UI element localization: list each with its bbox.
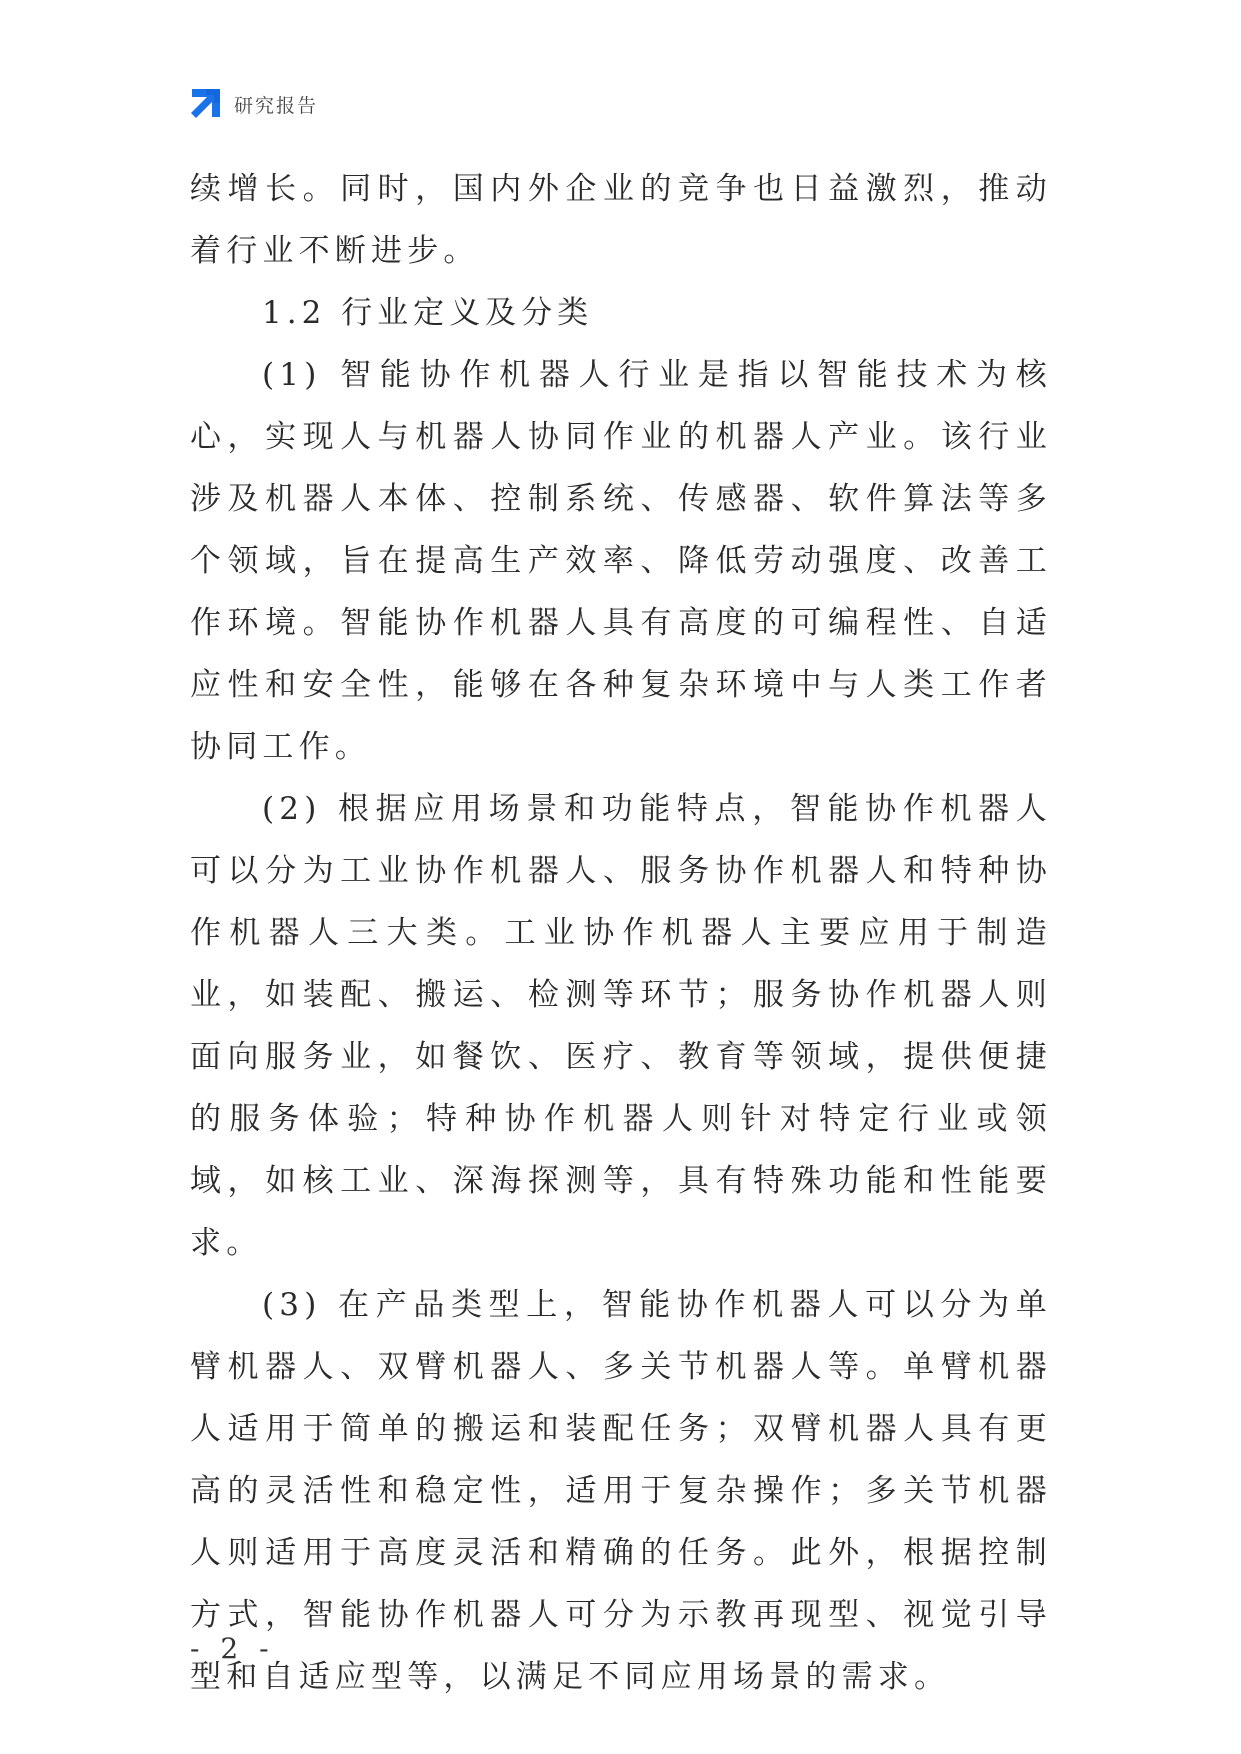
arrow-up-right-logo-icon	[188, 87, 222, 121]
paragraph-1: (1) 智能协作机器人行业是指以智能技术为核心，实现人与机器人协同作业的机器人产业。该行业涉及机器人本体、控制系统、传感器、软件算法等多个领域，旨在提高生产效率、降低劳动强度、改善工作环境。智能协作机器人具有高度的可编程性、自适应性和安全性，能够在各种复杂环境中与人类工作者协同工作。	[190, 357, 1052, 765]
document-body	[190, 158, 1052, 1708]
page-header	[188, 88, 318, 120]
paragraph-2: (2) 根据应用场景和功能特点，智能协作机器人可以分为工业协作机器人、服务协作机器人和特种协作机器人三大类。工业协作机器人主要应用于制造业，如装配、搬运、检测等环节；服务协作机器人则面向服务业，如餐饮、医疗、教育等领域，提供便捷的服务体验；特种协作机器人则针对特定行业或领域，如核工业、深海探测等，具有特殊功能和性能要求。	[190, 791, 1052, 1261]
paragraph-3: (3) 在产品类型上，智能协作机器人可以分为单臂机器人、双臂机器人、多关节机器人等。单臂机器人适用于简单的搬运和装配任务；双臂机器人具有更高的灵活性和稳定性，适用于复杂操作；多关节机器人则适用于高度灵活和精确的任务。此外，根据控制方式，智能协作机器人可分为示教再现型、视觉引导型和自适应型等，以满足不同应用场景的需求。	[190, 1287, 1052, 1695]
section-heading: 1.2 行业定义及分类	[262, 295, 594, 331]
page-number: - 2 -	[190, 1632, 275, 1665]
header-label: 研究报告	[234, 94, 319, 117]
continuation-paragraph: 续增长。同时，国内外企业的竞争也日益激烈，推动着行业不断进步。	[190, 171, 1052, 269]
